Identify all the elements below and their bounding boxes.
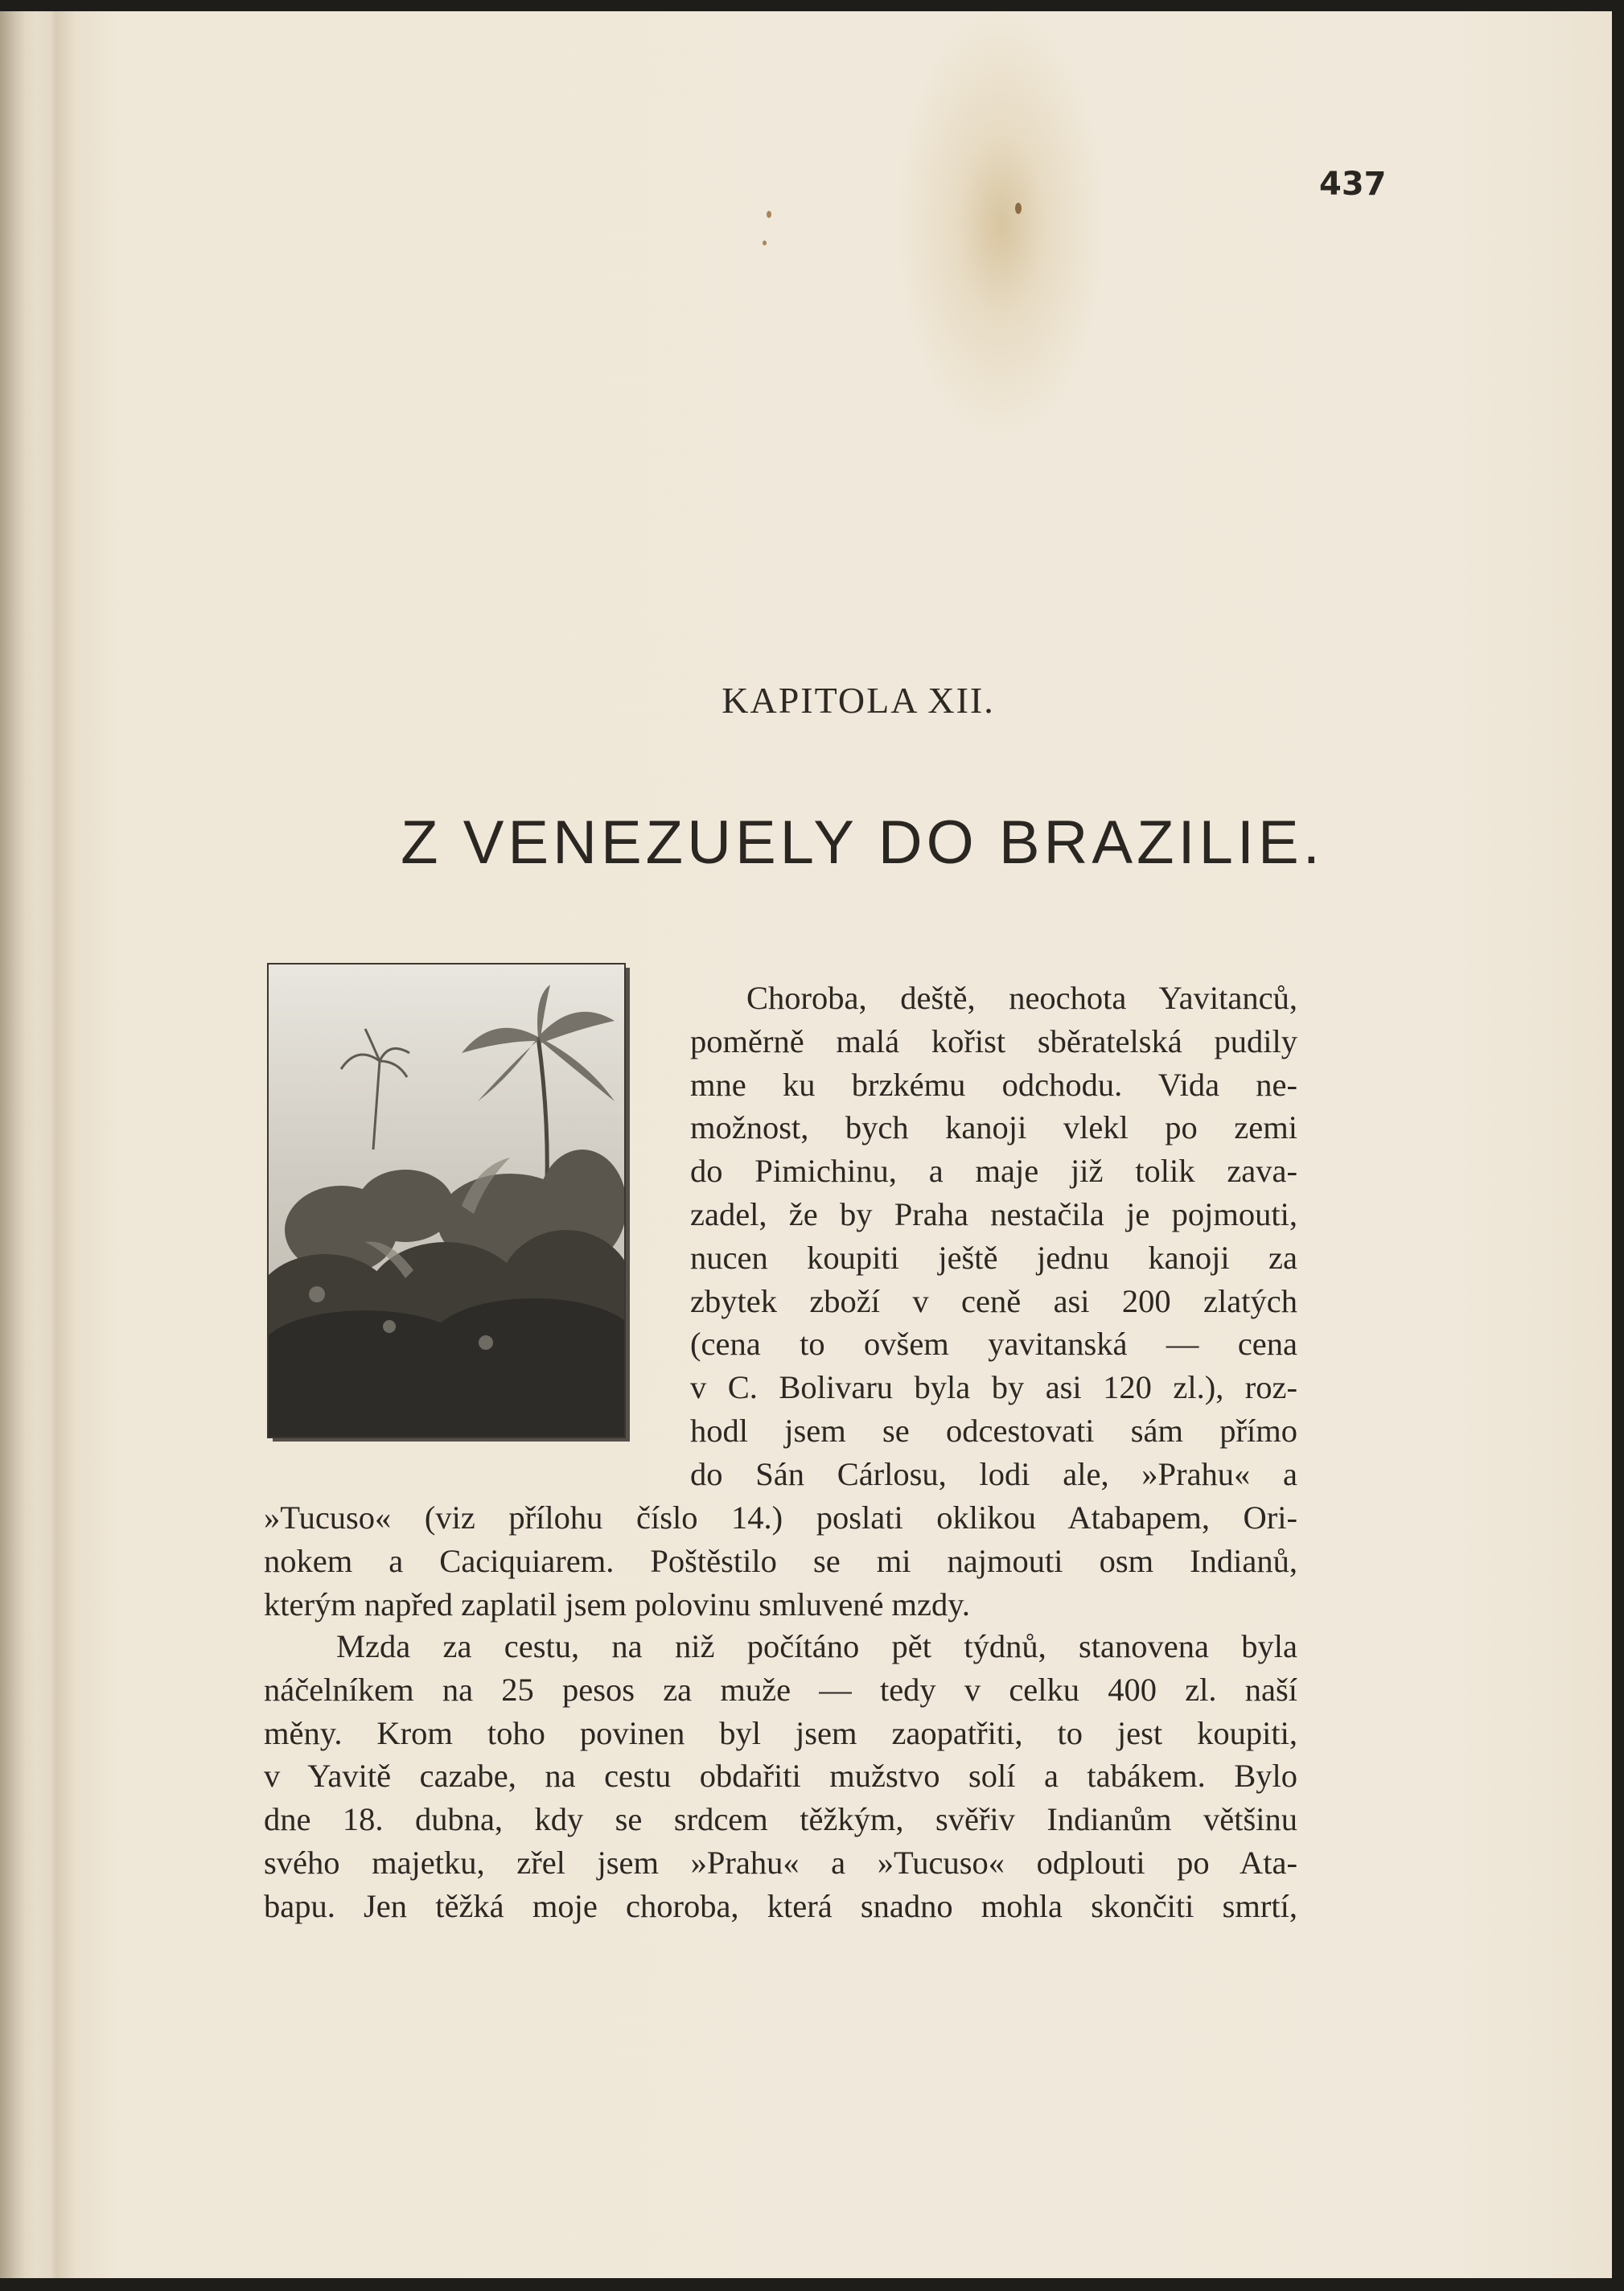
palm-trees-photo-icon bbox=[269, 965, 624, 1437]
text-line: do Sán Cárlosu, lodi ale, »Prahu« a bbox=[690, 1455, 1297, 1492]
chapter-label: KAPITOLA XII. bbox=[722, 680, 995, 721]
text-line: zadel, že by Praha nestačila je pojmouti, bbox=[690, 1195, 1297, 1232]
text-line: mne ku brzkému odchodu. Vida ne- bbox=[690, 1066, 1297, 1103]
text-line: možnost, bych kanoji vlekl po zemi bbox=[690, 1109, 1297, 1146]
text-line: (cena to ovšem yavitanská — cena bbox=[690, 1326, 1297, 1363]
paragraph-1-wrapped bbox=[690, 977, 1297, 1496]
text-line: do Pimichinu, a maje již tolik zava- bbox=[690, 1153, 1297, 1190]
text-line: »Tucuso« (viz přílohu číslo 14.) poslati oklikou Atabapem, Ori- bbox=[264, 1499, 1297, 1536]
text-line: svého majetku, zřel jsem »Prahu« a »Tucuso« odplouti po Ata- bbox=[264, 1844, 1297, 1881]
text-line: v C. Bolivaru byla by asi 120 zl.), roz- bbox=[690, 1369, 1297, 1406]
text-line: bapu. Jen těžká moje choroba, která snadno mohla skončiti smrtí, bbox=[264, 1887, 1297, 1924]
text-line: zbytek zboží v ceně asi 200 zlatých bbox=[690, 1282, 1297, 1319]
text-line: v Yavitě cazabe, na cestu obdařiti mužstvo solí a tabákem. Bylo bbox=[264, 1758, 1297, 1795]
text-line: Choroba, deště, neochota Yavitanců, bbox=[746, 980, 1297, 1016]
text-line: nokem a Caciquiarem. Poštěstilo se mi najmouti osm Indianů, bbox=[264, 1542, 1297, 1579]
chapter-title: Z VENEZUELY DO BRAZILIE. bbox=[401, 808, 1324, 877]
text-line: dne 18. dubna, kdy se srdcem těžkým, svěřiv Indianům většinu bbox=[264, 1801, 1297, 1838]
paper-speck bbox=[767, 211, 771, 218]
paragraph-1-continued bbox=[264, 1496, 1297, 1626]
text-line: Mzda za cestu, na niž počítáno pět týdnů, stanovena byla bbox=[336, 1628, 1297, 1664]
text-line: náčelníkem na 25 pesos za muže — tedy v celku 400 zl. naší bbox=[264, 1671, 1297, 1708]
text-line: měny. Krom toho povinen byl jsem zaopatřiti, to jest koupiti, bbox=[264, 1714, 1297, 1751]
paragraph-2 bbox=[264, 1625, 1297, 1928]
book-page bbox=[0, 11, 1612, 2278]
text-line: nucen koupiti ještě jednu kanoji za bbox=[690, 1239, 1297, 1276]
page-number: 437 bbox=[1319, 166, 1387, 203]
text-line: kterým napřed zaplatil jsem polovinu smluvené mzdy. bbox=[264, 1586, 971, 1623]
paper-speck bbox=[1015, 203, 1022, 214]
palm-trees-illustration bbox=[267, 963, 626, 1438]
paper-speck bbox=[763, 241, 767, 245]
text-line: poměrně malá kořist sběratelská pudily bbox=[690, 1022, 1297, 1059]
text-line: hodl jsem se odcestovati sám přímo bbox=[690, 1412, 1297, 1449]
page-gutter-shadow bbox=[0, 11, 26, 2278]
